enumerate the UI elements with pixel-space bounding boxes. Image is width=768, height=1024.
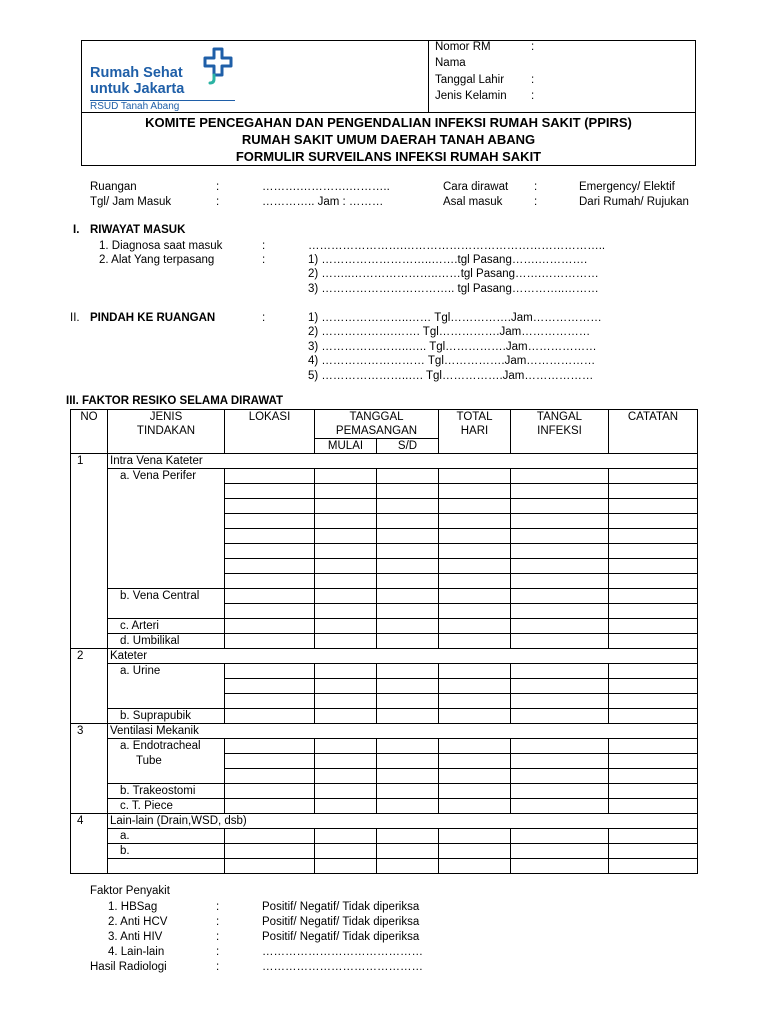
header-jenis: JENIS [108,410,225,425]
title-line3: FORMULIR SURVEILANS INFEKSI RUMAH SAKIT [235,149,542,164]
faktor-item-label: 3. Anti HIV [108,931,163,943]
item-label: c. Arteri [108,619,225,634]
header-pemasangan: PEMASANGAN [315,424,439,439]
item-label: d. Umbilikal [108,634,225,649]
header-hari: HARI [439,424,511,439]
table-row [71,649,698,664]
logo-line2: untuk Jakarta [90,81,185,97]
table-row [71,664,698,679]
asal-masuk-value: Dari Rumah/ Rujukan [579,196,689,208]
table-row [71,634,698,649]
item-label: b. Trakeostomi [108,784,225,799]
faktor-colon: : [216,931,220,943]
field-tanggal-lahir-label: Tanggal Lahir [435,74,505,86]
faktor-item-label: 1. HBSag [108,901,158,913]
asal-masuk-colon: : [534,196,538,208]
row-number: 3 [71,724,108,814]
section1-item2-value: 1) ………………………..…….tgl Pasang…….…………. [308,254,588,266]
header-tanggal: TANGGAL [315,410,439,425]
table-row [71,469,698,484]
section1-extra-line: 3) …………………………….. tgl Pasang…………..……… [308,283,599,295]
group-title: Intra Vena Kateter [108,454,698,469]
field-tanggal-lahir-colon: : [531,74,535,86]
field-nomor-rm-colon: : [531,41,535,53]
section2-line: 4) ……………………… Tgl…………….Jam……………… [308,355,596,367]
faktor-item-value: …………………………………… [262,946,423,958]
hospital-logo [90,45,250,112]
header-mulai: MULAI [315,439,377,454]
item-label: a. Vena Perifer [108,469,225,589]
risk-factor-table [70,409,698,874]
faktor-colon: : [216,901,220,913]
section1-extra-line: 2) ……..…………………..……tgl Pasang…….…………… [308,268,599,280]
row-number: 1 [71,454,108,649]
title-line2: RUMAH SAKIT UMUM DAERAH TANAH ABANG [241,132,536,147]
section2-line: 3) …………………..….. Tgl…………….Jam……………… [308,341,597,353]
header-divider-vertical [428,41,429,112]
section2-title: PINDAH KE RUANGAN [90,312,216,324]
logo-line3: RSUD Tanah Abang [90,101,180,112]
cara-dirawat-value: Emergency/ Elektif [579,181,675,193]
header-catatan: CATATAN [609,410,698,425]
table-row [71,589,698,604]
faktor-item-label: 4. Lain-lain [108,946,165,958]
item-label: c. T. Piece [108,799,225,814]
group-title: Kateter [108,649,698,664]
table-row [71,619,698,634]
section1-item1-colon: : [262,240,266,252]
radiologi-colon: : [216,961,220,973]
section2-colon: : [262,312,266,324]
faktor-title: Faktor Penyakit [90,885,170,897]
row-number: 2 [71,649,108,724]
header-divider-horizontal [82,112,695,113]
radiologi-label: Hasil Radiologi [90,961,167,973]
cara-dirawat-colon: : [534,181,538,193]
header-tangal: TANGAL [511,410,609,425]
faktor-item-value: Positif/ Negatif/ Tidak diperiksa [262,931,420,943]
header-sd: S/D [377,439,439,454]
item-label [108,739,225,784]
ruangan-value: ……….………….……….. [262,181,390,193]
field-nama-label: Nama [435,57,466,69]
faktor-item-label: 2. Anti HCV [108,916,168,928]
field-nomor-rm-label: Nomor RM [435,41,491,53]
section1-item2-colon: : [262,254,266,266]
section1-title: RIWAYAT MASUK [90,224,186,236]
table-row [71,859,698,874]
group-title: Ventilasi Mekanik [108,724,698,739]
faktor-item-value: Positif/ Negatif/ Tidak diperiksa [262,901,420,913]
field-jenis-kelamin-label: Jenis Kelamin [435,90,507,102]
item-label: b. [108,844,225,859]
table-row [71,814,698,829]
table-row [71,724,698,739]
section3-title: III. FAKTOR RESIKO SELAMA DIRAWAT [66,395,284,407]
cara-dirawat-label: Cara dirawat [443,181,509,193]
section1-item2-label: 2. Alat Yang terpasang [99,254,215,266]
item-label-line2: Tube [136,755,162,767]
ruangan-label: Ruangan [90,181,137,193]
form-header [81,40,696,166]
cross-icon [200,45,250,85]
group-title: Lain-lain (Drain,WSD, dsb) [108,814,698,829]
table-row [71,454,698,469]
faktor-colon: : [216,946,220,958]
section2-line: 2) ……………….……. Tgl…………….Jam……………… [308,326,591,338]
item-label: b. Suprapubik [108,709,225,724]
header-total: TOTAL [439,410,511,425]
header-tindakan: TINDAKAN [108,424,225,439]
item-label-line1: a. Endotracheal [120,740,201,752]
tgl-masuk-colon: : [216,196,220,208]
section2-number: II. [70,312,80,324]
section2-line: 1) …………………..…… Tgl…………….Jam……………… [308,312,602,324]
tgl-masuk-value: ………….. Jam : ……… [262,196,384,208]
item-label: a. Urine [108,664,225,709]
logo-line1: Rumah Sehat [90,65,183,81]
faktor-item-value: Positif/ Negatif/ Tidak diperiksa [262,916,420,928]
radiologi-value: …………………………………… [262,961,423,973]
section1-item1-label: 1. Diagnosa saat masuk [99,240,223,252]
ruangan-colon: : [216,181,220,193]
table-row [71,829,698,844]
section1-number: I. [73,224,80,236]
row-number: 4 [71,814,108,874]
table-row [71,739,698,754]
header-infeksi: INFEKSI [511,424,609,439]
section1-item1-value: …………………….…………………………………………….. [308,240,606,252]
table-row [71,844,698,859]
field-jenis-kelamin-colon: : [531,90,535,102]
tgl-masuk-label: Tgl/ Jam Masuk [90,196,172,208]
header-no: NO [71,410,108,425]
asal-masuk-label: Asal masuk [443,196,503,208]
table-row [71,784,698,799]
section2-line: 5) …………………..…. Tgl…………….Jam……………… [308,370,594,382]
item-label: a. [108,829,225,844]
table-row [71,709,698,724]
item-label: b. Vena Central [108,589,225,619]
table-row [71,799,698,814]
header-lokasi: LOKASI [225,410,315,425]
faktor-colon: : [216,916,220,928]
title-line1: KOMITE PENCEGAHAN DAN PENGENDALIAN INFEKSI RUMAH SAKIT (PPIRS) [145,115,632,130]
